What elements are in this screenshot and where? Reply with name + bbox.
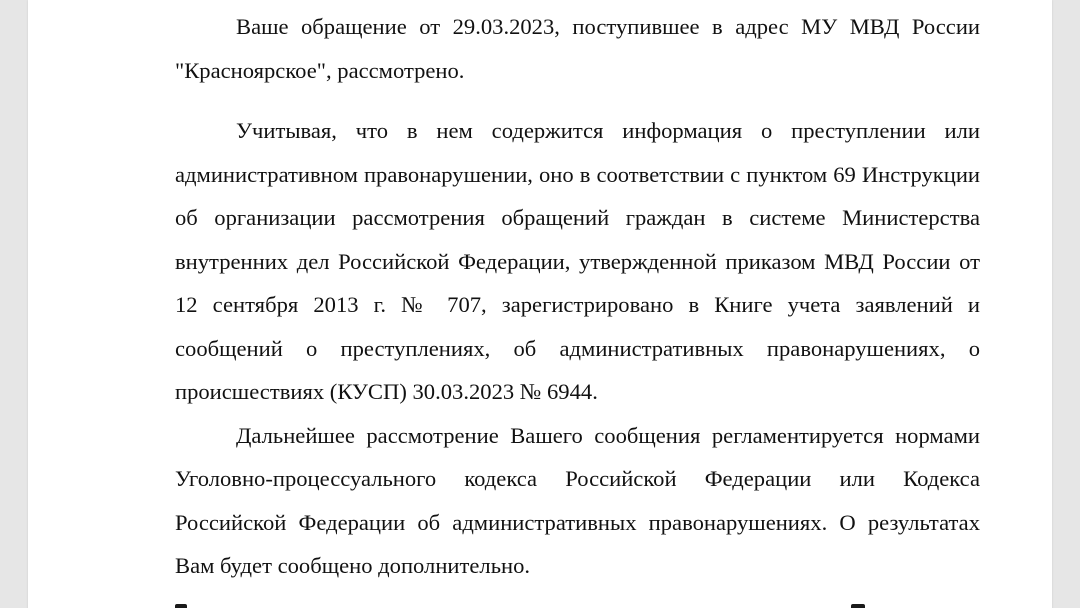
document-body	[175, 5, 980, 588]
paragraph-further-review: Дальнейшее рассмотрение Вашего сообщения регламентируется нормами Уголовно-процессуального кодекса Российской Федерации или Кодекса Российской Федерации об административных правонарушениях. О результатах Вам будет сообщено дополнительно.	[175, 422, 980, 578]
cut-off-next-line	[175, 583, 980, 608]
document-page	[28, 0, 1052, 608]
paragraph-request-reviewed: Ваше обращение от 29.03.2023, поступившее в адрес МУ МВД России "Красноярское", рассмотрено.	[175, 14, 980, 83]
paragraph-registration: Учитывая, что в нем содержится информация о преступлении или административном правонарушении, оно в соответствии с пунктом 69 Инструкции об организации рассмотрения обращений граждан в системе Министерства внутренних дел Российской Федерации, утвержденной приказом МВД России от 12 сентября 2013 г. № 707, зарегистрировано в Книге учета заявлений и сообщений о преступлениях, об административных правонарушениях, о происшествиях (КУСП) 30.03.2023 № 6944.	[175, 118, 980, 404]
